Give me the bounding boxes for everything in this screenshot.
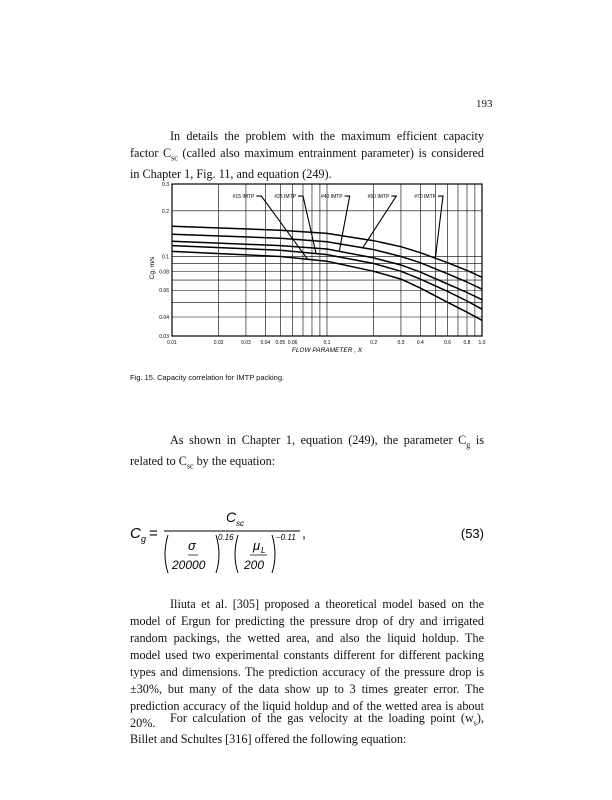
y-tick-labels — [159, 182, 169, 340]
eq-equals: = — [149, 525, 158, 542]
y-axis-label: Cg, m/s — [149, 256, 156, 280]
eq-sigma-den: 20000 — [172, 558, 206, 572]
equation-53 — [130, 485, 484, 575]
leader-line — [339, 196, 349, 251]
x-tick-label: 1.0 — [478, 340, 486, 346]
x-tick-label: 0.8 — [463, 340, 471, 346]
y-tick-label: 0.3 — [162, 182, 169, 188]
x-tick-label: 0.04 — [260, 340, 271, 346]
para2-text: As shown in Chapter 1, equation (249), the parameter C — [170, 433, 467, 447]
series-label: #25 IMTP — [274, 194, 297, 201]
y-tick-label: 0.04 — [159, 315, 169, 322]
x-axis-label: FLOW PARAMETER , X — [291, 347, 363, 354]
capacity-chart — [146, 178, 496, 368]
eq-numerator: C — [226, 509, 237, 525]
para1-rest: (called also maximum entrainment parameter) is considered in Chapter 1, Fig. 11, and equation (249). — [130, 146, 485, 182]
para2-sub2: sc — [186, 461, 194, 471]
eq-lhs-sub: g — [141, 534, 147, 544]
paren-left-2 — [235, 535, 238, 573]
x-tick-label: 0.02 — [213, 340, 224, 346]
x-tick-label: 0.3 — [397, 340, 405, 346]
x-tick-label: 0.03 — [241, 340, 251, 346]
paren-right-2 — [272, 535, 275, 573]
paragraph-billet — [130, 710, 484, 748]
x-tick-label: 0.06 — [287, 340, 298, 346]
series-label: #50 IMTP — [367, 194, 390, 201]
leader-line — [435, 196, 443, 258]
y-tick-label: 0.03 — [159, 334, 169, 340]
paragraph-intro — [130, 128, 484, 183]
x-tick-label: 0.05 — [275, 340, 286, 346]
para4-rest: ), Billet and Schultes [316] offered the following equation: — [130, 711, 484, 747]
x-tick-labels — [167, 340, 486, 346]
y-tick-label: 0.2 — [162, 208, 169, 215]
eq-exp2: −0.11 — [276, 533, 296, 542]
x-tick-label: 0.2 — [370, 340, 378, 346]
x-tick-label: 0.1 — [323, 340, 331, 346]
eq-numerator-sub: sc — [236, 519, 244, 528]
eq-trail: , — [302, 525, 306, 541]
equation-number: (53) — [460, 526, 484, 541]
eq-sigma: σ — [188, 538, 196, 553]
para2-rest: by the equation: — [193, 454, 276, 469]
paragraph-relation — [130, 432, 484, 475]
x-tick-label: 0.01 — [167, 340, 177, 346]
leader-line — [363, 196, 397, 248]
series-label: #15 IMTP — [232, 194, 255, 201]
leader-line — [298, 196, 316, 254]
para4-text: For calculation of the gas velocity at the loading point (w — [170, 711, 474, 725]
paragraph-iliuta: Iliuta et al. [305] proposed a theoretical model based on the model of Ergun for predicting the pressure drop of dry and irrigated random packings, the wetted area, and also the liquid holdup. The model used two experimental constants different for different packing types and dimensions. The prediction accuracy of the pressure drop is ±30%, but many of the data show up to 3 times greater error. The prediction accuracy of the liquid holdup and of the wetted area is about 20%. — [130, 597, 484, 730]
eq-mu: μ — [253, 538, 261, 553]
figure-caption: Fig. 15. Capacity correlation for IMTP packing. — [130, 373, 285, 382]
eq-mu-den: 200 — [244, 558, 265, 572]
y-tick-label: 0.06 — [159, 288, 169, 295]
para1-sub: sc — [171, 153, 178, 163]
x-tick-label: 0.6 — [444, 340, 452, 346]
para4-sub: s — [473, 718, 477, 728]
eq-mu-sub: L — [261, 546, 266, 555]
page-number: 193 — [476, 98, 493, 110]
para2-sub1: g — [466, 440, 471, 450]
series-label: #70 IMTP — [414, 194, 436, 201]
para2-mid: is related to C — [130, 433, 484, 469]
y-tick-label: 0.1 — [162, 254, 169, 261]
y-tick-label: 0.08 — [159, 269, 169, 276]
chart-grid — [172, 184, 482, 336]
eq-exp1: 0.16 — [218, 533, 234, 542]
paren-left-1 — [165, 535, 168, 573]
x-tick-label: 0.4 — [416, 340, 424, 346]
eq-lhs: C — [130, 525, 141, 542]
series-label: #40 IMTP — [320, 194, 343, 201]
para1-text: In details the problem with the maximum efficient capacity factor C — [130, 129, 484, 160]
